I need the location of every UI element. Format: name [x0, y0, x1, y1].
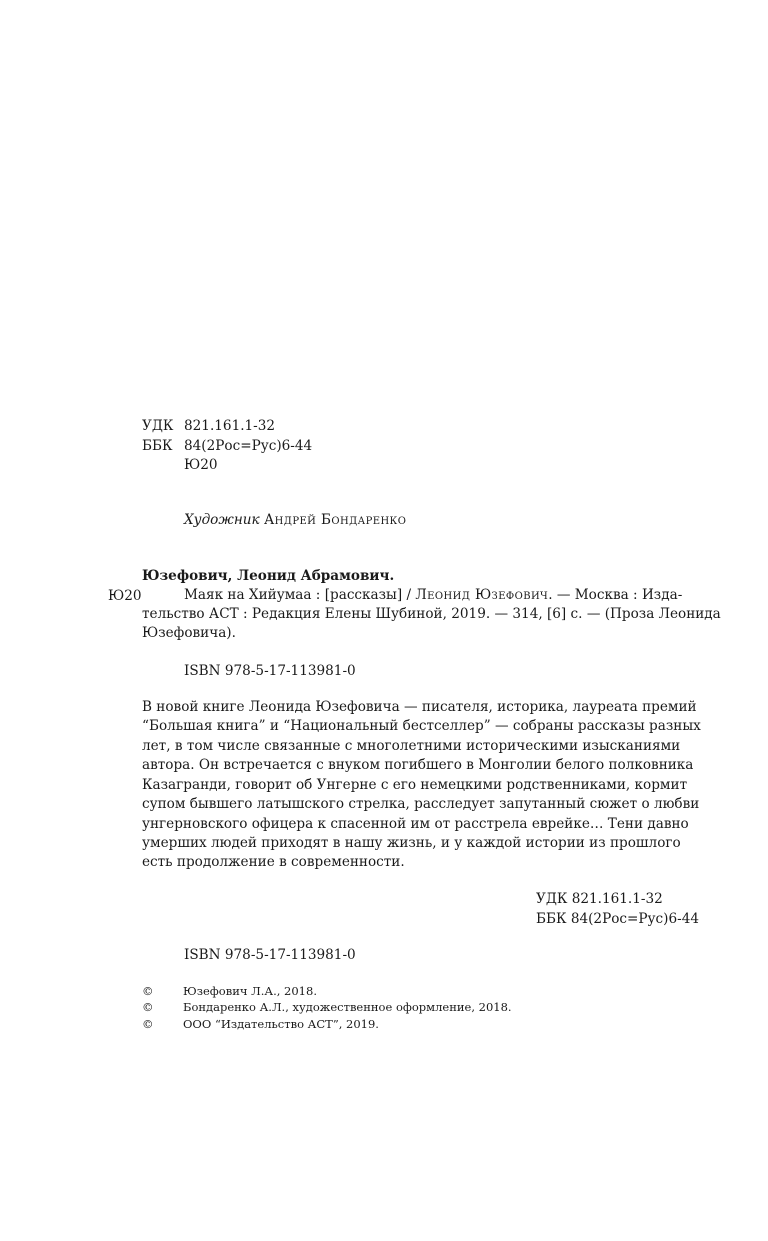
- annotation-line: унгерновского офицера к спасенной им от расстрела еврейке… Тени давно: [142, 816, 689, 832]
- bbk-label: ББК: [142, 438, 173, 454]
- bib-line-1: [184, 586, 683, 606]
- isbn-bottom: ISBN 978-5-17-113981-0: [184, 947, 356, 963]
- bib-author: Леонид Юзефович: [415, 587, 549, 603]
- copyright-row: [142, 999, 512, 1016]
- annotation-line: супом бывшего латышского стрелка, расследует запутанный сюжет о любви: [142, 796, 700, 812]
- copyright-symbol: ©: [142, 1017, 154, 1031]
- author-mark: Ю20: [184, 457, 218, 473]
- artist-role: Художник: [184, 512, 260, 528]
- annotation-line: автора. Он встречается с внуком погибшего в Монголии белого полковника: [142, 757, 694, 773]
- annotation-line: умерших людей приходят в нашу жизнь, и у каждой истории из прошлого: [142, 835, 681, 851]
- copyright-text: Бондаренко А.Л., художественное оформление, 2018.: [183, 1000, 512, 1014]
- annotation-line: “Большая книга” и “Национальный бестселлер” — собраны рассказы разных: [142, 718, 701, 734]
- isbn-top: ISBN 978-5-17-113981-0: [184, 663, 356, 679]
- udk-label: УДК: [142, 418, 174, 434]
- copyright-row: [142, 1016, 379, 1033]
- copyright-row: [142, 983, 317, 1000]
- copyright-symbol: ©: [142, 984, 154, 998]
- artist-credit: [184, 511, 406, 531]
- author-heading: Юзефович, Леонид Абрамович.: [142, 568, 395, 584]
- copyright-text: Юзефович Л.А., 2018.: [183, 984, 317, 998]
- margin-author-mark: Ю20: [108, 588, 142, 604]
- annotation-line: В новой книге Леонида Юзефовича — писателя, историка, лауреата премий: [142, 699, 697, 715]
- annotation-line: Казагранди, говорит об Унгерне с его немецкими родственниками, кормит: [142, 777, 688, 793]
- bib-title: Маяк на Хийумаа : [рассказы] /: [184, 587, 416, 603]
- bbk-value: 84(2Рос=Рус)6-44: [184, 438, 313, 454]
- bib-line-3: Юзефовича).: [142, 625, 236, 641]
- udk-row: [142, 417, 275, 437]
- annotation-line: есть продолжение в современности.: [142, 854, 405, 870]
- bbk-bottom: ББК 84(2Рос=Рус)6-44: [536, 911, 700, 927]
- annotation-line: лет, в том числе связанные с многолетними историческими изысканиями: [142, 738, 681, 754]
- artist-name: Андрей Бондаренко: [263, 512, 407, 528]
- udk-bottom: УДК 821.161.1-32: [536, 891, 663, 907]
- author-mark-row: [142, 456, 218, 476]
- bib-line-2: тельство АСТ : Редакция Елены Шубиной, 2019. — 314, [6] с. — (Проза Леонида: [142, 606, 721, 622]
- copyright-symbol: ©: [142, 1000, 154, 1014]
- bib-publisher-start: . — Москва : Изда-: [548, 587, 683, 603]
- bbk-row: [142, 437, 312, 457]
- udk-value: 821.161.1-32: [184, 418, 276, 434]
- copyright-text: ООО “Издательство АСТ”, 2019.: [183, 1017, 379, 1031]
